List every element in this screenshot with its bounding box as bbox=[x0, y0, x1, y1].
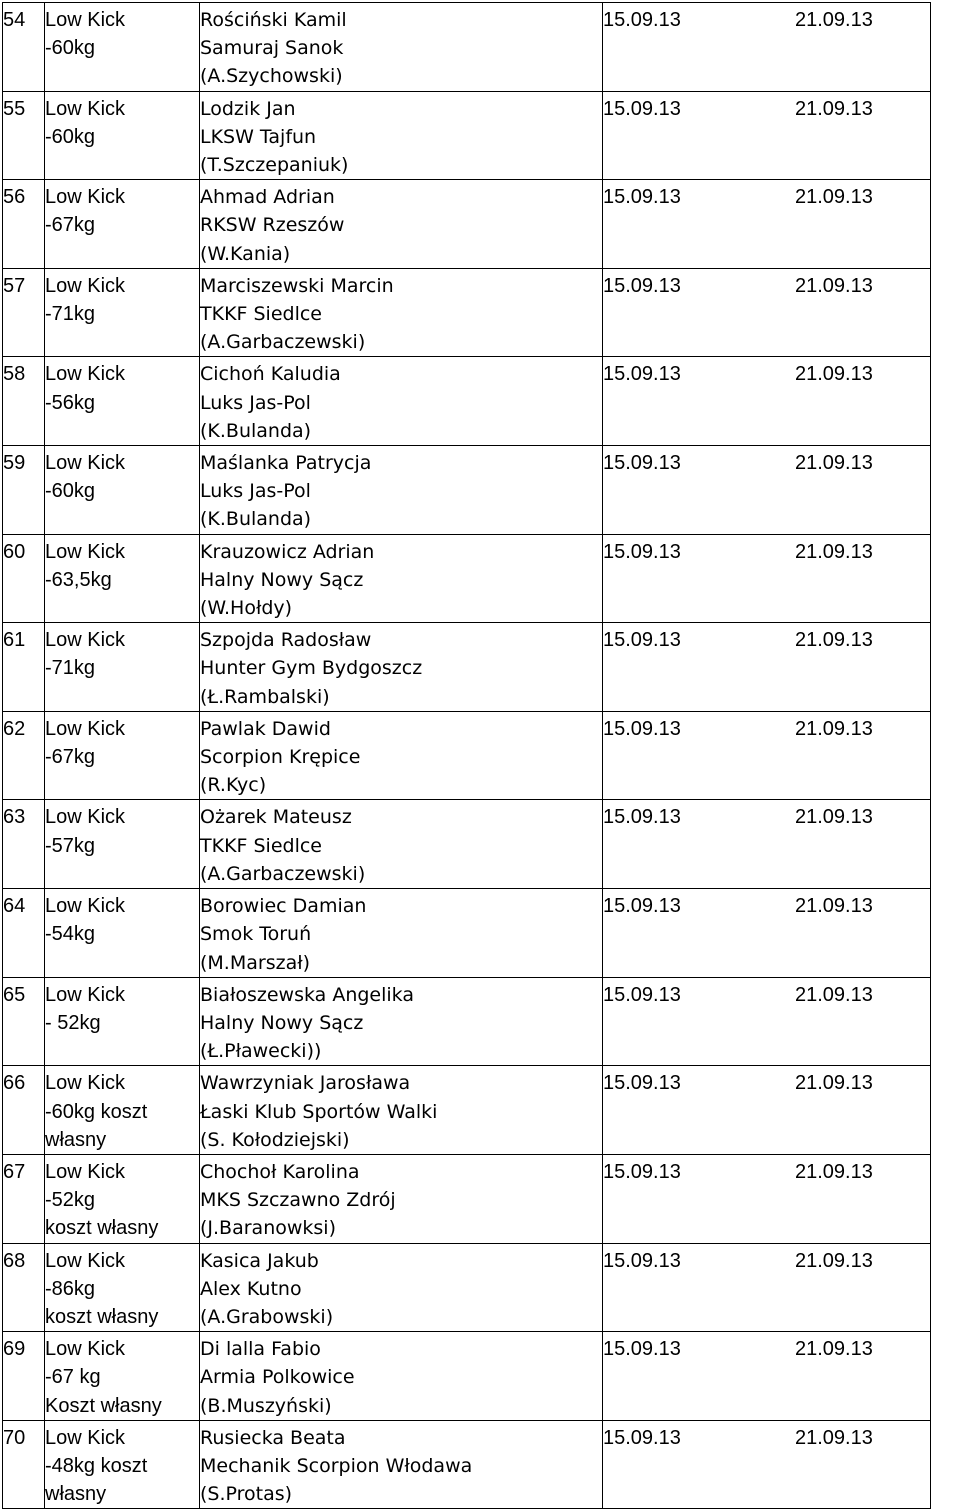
weight-category bbox=[45, 623, 200, 712]
category-line: -71kg bbox=[45, 657, 96, 680]
fighter-club: Smok Toruń bbox=[200, 923, 312, 946]
weight-category bbox=[45, 268, 200, 357]
weight-category bbox=[45, 1332, 200, 1421]
entry-number: 70 bbox=[3, 1420, 45, 1509]
fighter-name: Krauzowicz Adrian bbox=[200, 540, 375, 563]
category-line: Low Kick bbox=[45, 717, 126, 740]
table-row bbox=[3, 180, 931, 269]
entry-number: 64 bbox=[3, 889, 45, 978]
start-date: 15.09.13 bbox=[603, 1338, 681, 1361]
table-row bbox=[3, 977, 931, 1066]
end-date: 21.09.13 bbox=[795, 1160, 873, 1183]
weight-category bbox=[45, 91, 200, 180]
fighter-club: TKKF Siedlce bbox=[200, 303, 322, 326]
fighter-coach: (A.Garbaczewski) bbox=[200, 862, 366, 885]
fighter-name: Chochoł Karolina bbox=[200, 1160, 360, 1183]
category-line: własny bbox=[45, 1483, 107, 1506]
entry-number: 68 bbox=[3, 1243, 45, 1332]
fighter-info bbox=[200, 446, 603, 535]
dates-cell bbox=[603, 3, 931, 92]
fighter-club: Halny Nowy Sącz bbox=[200, 568, 364, 591]
fighter-club: Mechanik Scorpion Włodawa bbox=[200, 1454, 473, 1477]
entry-number: 59 bbox=[3, 446, 45, 535]
fighter-info bbox=[200, 268, 603, 357]
weight-category bbox=[45, 180, 200, 269]
end-date: 21.09.13 bbox=[795, 717, 873, 740]
table-row bbox=[3, 534, 931, 623]
fighter-club: Armia Polkowice bbox=[200, 1366, 355, 1389]
weight-category bbox=[45, 977, 200, 1066]
end-date: 21.09.13 bbox=[795, 1338, 873, 1361]
weight-category bbox=[45, 1243, 200, 1332]
dates-cell bbox=[603, 357, 931, 446]
category-line: - 52kg bbox=[45, 1011, 101, 1034]
end-date: 21.09.13 bbox=[795, 1072, 873, 1095]
weight-category bbox=[45, 446, 200, 535]
fighter-info bbox=[200, 1243, 603, 1332]
entry-number: 57 bbox=[3, 268, 45, 357]
end-date: 21.09.13 bbox=[795, 806, 873, 829]
category-line: -67kg bbox=[45, 214, 96, 237]
start-date: 15.09.13 bbox=[603, 363, 681, 386]
category-line: -86kg bbox=[45, 1277, 96, 1300]
fighter-info bbox=[200, 180, 603, 269]
fighter-club: Scorpion Krępice bbox=[200, 746, 361, 769]
entry-number: 54 bbox=[3, 3, 45, 92]
category-line: -60kg bbox=[45, 37, 96, 60]
start-date: 15.09.13 bbox=[603, 629, 681, 652]
dates-cell bbox=[603, 977, 931, 1066]
table-row bbox=[3, 1066, 931, 1155]
fighter-coach: (R.Kyc) bbox=[200, 774, 267, 797]
dates-cell bbox=[603, 1420, 931, 1509]
fighter-name: Białoszewska Angelika bbox=[200, 983, 414, 1006]
dates-cell bbox=[603, 889, 931, 978]
start-date: 15.09.13 bbox=[603, 97, 681, 120]
start-date: 15.09.13 bbox=[603, 1072, 681, 1095]
category-line: -54kg bbox=[45, 923, 96, 946]
fighter-coach: (B.Muszyński) bbox=[200, 1394, 332, 1417]
weight-category bbox=[45, 357, 200, 446]
category-line: Low Kick bbox=[45, 274, 126, 297]
dates-cell bbox=[603, 1243, 931, 1332]
start-date: 15.09.13 bbox=[603, 806, 681, 829]
fighter-club: TKKF Siedlce bbox=[200, 834, 322, 857]
category-line: Low Kick bbox=[45, 9, 126, 31]
entry-number: 67 bbox=[3, 1154, 45, 1243]
fighter-name: Marciszewski Marcin bbox=[200, 274, 394, 297]
category-line: -60kg koszt bbox=[45, 1100, 148, 1123]
category-line: Koszt własny bbox=[45, 1394, 162, 1417]
fighter-name: Borowiec Damian bbox=[200, 895, 367, 918]
fighter-info bbox=[200, 1066, 603, 1155]
fighter-club: Halny Nowy Sącz bbox=[200, 1011, 364, 1034]
start-date: 15.09.13 bbox=[603, 983, 681, 1006]
start-date: 15.09.13 bbox=[603, 1160, 681, 1183]
fighter-name: Cichoń Kaludia bbox=[200, 363, 341, 386]
dates-cell bbox=[603, 268, 931, 357]
fighter-club: Łaski Klub Sportów Walki bbox=[200, 1100, 438, 1123]
fighter-info bbox=[200, 1420, 603, 1509]
entry-number: 56 bbox=[3, 180, 45, 269]
table-row bbox=[3, 800, 931, 889]
fighter-club: Alex Kutno bbox=[200, 1277, 302, 1300]
fighter-club: MKS Szczawno Zdrój bbox=[200, 1189, 396, 1212]
fighter-info bbox=[200, 3, 603, 92]
dates-cell bbox=[603, 534, 931, 623]
fighter-coach: (W.Hołdy) bbox=[200, 597, 293, 620]
entry-number: 60 bbox=[3, 534, 45, 623]
category-line: -71kg bbox=[45, 303, 96, 326]
fighter-info bbox=[200, 889, 603, 978]
fighter-name: Kasica Jakub bbox=[200, 1249, 319, 1272]
category-line: Low Kick bbox=[45, 806, 126, 829]
entry-number: 61 bbox=[3, 623, 45, 712]
fighter-info bbox=[200, 534, 603, 623]
fighter-coach: (S.Protas) bbox=[200, 1483, 293, 1506]
category-line: -67 kg bbox=[45, 1366, 101, 1389]
dates-cell bbox=[603, 180, 931, 269]
fighter-name: Rościński Kamil bbox=[200, 9, 347, 31]
weight-category bbox=[45, 711, 200, 800]
category-line: Low Kick bbox=[45, 1160, 126, 1183]
dates-cell bbox=[603, 446, 931, 535]
category-line: -63,5kg bbox=[45, 568, 112, 591]
end-date: 21.09.13 bbox=[795, 1426, 873, 1449]
fighter-coach: (K.Bulanda) bbox=[200, 508, 312, 531]
category-line: Low Kick bbox=[45, 1426, 126, 1449]
fighter-name: Wawrzyniak Jarosława bbox=[200, 1072, 411, 1095]
end-date: 21.09.13 bbox=[795, 895, 873, 918]
dates-cell bbox=[603, 800, 931, 889]
end-date: 21.09.13 bbox=[795, 186, 873, 209]
weight-category bbox=[45, 889, 200, 978]
category-line: Low Kick bbox=[45, 186, 126, 209]
category-line: Low Kick bbox=[45, 1072, 126, 1095]
end-date: 21.09.13 bbox=[795, 1249, 873, 1272]
end-date: 21.09.13 bbox=[795, 9, 873, 31]
fighter-club: Luks Jas-Pol bbox=[200, 391, 311, 414]
dates-cell bbox=[603, 1154, 931, 1243]
fighter-name: Rusiecka Beata bbox=[200, 1426, 346, 1449]
category-line: Low Kick bbox=[45, 540, 126, 563]
category-line: Low Kick bbox=[45, 983, 126, 1006]
fighter-club: RKSW Rzeszów bbox=[200, 214, 345, 237]
entry-number: 69 bbox=[3, 1332, 45, 1421]
fighter-info bbox=[200, 1154, 603, 1243]
table-row bbox=[3, 623, 931, 712]
weight-category bbox=[45, 1154, 200, 1243]
entry-number: 55 bbox=[3, 91, 45, 180]
category-line: -60kg bbox=[45, 125, 96, 148]
fighter-coach: (J.Baranowksi) bbox=[200, 1217, 336, 1240]
dates-cell bbox=[603, 1332, 931, 1421]
dates-cell bbox=[603, 711, 931, 800]
category-line: -56kg bbox=[45, 391, 96, 414]
category-line: koszt własny bbox=[45, 1305, 159, 1328]
fighter-name: Ożarek Mateusz bbox=[200, 806, 352, 829]
category-line: -57kg bbox=[45, 834, 96, 857]
fighter-info bbox=[200, 91, 603, 180]
entry-number: 62 bbox=[3, 711, 45, 800]
roster-table bbox=[2, 2, 931, 1509]
end-date: 21.09.13 bbox=[795, 540, 873, 563]
end-date: 21.09.13 bbox=[795, 629, 873, 652]
table-row bbox=[3, 1332, 931, 1421]
end-date: 21.09.13 bbox=[795, 363, 873, 386]
fighter-club: Samuraj Sanok bbox=[200, 37, 344, 60]
category-line: Low Kick bbox=[45, 629, 126, 652]
entry-number: 63 bbox=[3, 800, 45, 889]
fighter-info bbox=[200, 800, 603, 889]
entry-number: 65 bbox=[3, 977, 45, 1066]
roster-body bbox=[3, 3, 931, 1509]
fighter-name: Ahmad Adrian bbox=[200, 186, 335, 209]
category-line: -60kg bbox=[45, 480, 96, 503]
start-date: 15.09.13 bbox=[603, 1426, 681, 1449]
start-date: 15.09.13 bbox=[603, 186, 681, 209]
start-date: 15.09.13 bbox=[603, 1249, 681, 1272]
fighter-coach: (K.Bulanda) bbox=[200, 419, 312, 442]
fighter-coach: (M.Marszał) bbox=[200, 951, 311, 974]
category-line: Low Kick bbox=[45, 452, 126, 475]
table-row bbox=[3, 889, 931, 978]
fighter-info bbox=[200, 357, 603, 446]
end-date: 21.09.13 bbox=[795, 97, 873, 120]
category-line: Low Kick bbox=[45, 363, 126, 386]
table-row bbox=[3, 1420, 931, 1509]
category-line: Low Kick bbox=[45, 1249, 126, 1272]
dates-cell bbox=[603, 91, 931, 180]
table-row bbox=[3, 268, 931, 357]
fighter-info bbox=[200, 1332, 603, 1421]
weight-category bbox=[45, 1066, 200, 1155]
table-row bbox=[3, 3, 931, 92]
table-row bbox=[3, 91, 931, 180]
fighter-name: Maślanka Patrycja bbox=[200, 452, 372, 475]
table-row bbox=[3, 357, 931, 446]
fighter-name: Pawlak Dawid bbox=[200, 717, 331, 740]
fighter-name: Lodzik Jan bbox=[200, 97, 296, 120]
fighter-name: Szpojda Radosław bbox=[200, 629, 372, 652]
category-line: -67kg bbox=[45, 746, 96, 769]
category-line: -48kg koszt bbox=[45, 1454, 148, 1477]
start-date: 15.09.13 bbox=[603, 274, 681, 297]
weight-category bbox=[45, 800, 200, 889]
start-date: 15.09.13 bbox=[603, 9, 681, 31]
category-line: Low Kick bbox=[45, 1338, 126, 1361]
end-date: 21.09.13 bbox=[795, 983, 873, 1006]
start-date: 15.09.13 bbox=[603, 540, 681, 563]
start-date: 15.09.13 bbox=[603, 452, 681, 475]
fighter-coach: (T.Szczepaniuk) bbox=[200, 154, 349, 177]
category-line: koszt własny bbox=[45, 1217, 159, 1240]
table-row bbox=[3, 711, 931, 800]
entry-number: 58 bbox=[3, 357, 45, 446]
fighter-coach: (Ł.Rambalski) bbox=[200, 685, 330, 708]
fighter-coach: (S. Kołodziejski) bbox=[200, 1128, 350, 1151]
end-date: 21.09.13 bbox=[795, 452, 873, 475]
dates-cell bbox=[603, 1066, 931, 1155]
category-line: Low Kick bbox=[45, 97, 126, 120]
start-date: 15.09.13 bbox=[603, 895, 681, 918]
fighter-info bbox=[200, 623, 603, 712]
weight-category bbox=[45, 1420, 200, 1509]
entry-number: 66 bbox=[3, 1066, 45, 1155]
fighter-coach: (W.Kania) bbox=[200, 242, 291, 265]
fighter-coach: (A.Garbaczewski) bbox=[200, 331, 366, 354]
weight-category bbox=[45, 3, 200, 92]
fighter-club: Luks Jas-Pol bbox=[200, 480, 311, 503]
fighter-name: Di lalla Fabio bbox=[200, 1338, 321, 1361]
fighter-coach: (Ł.Pławecki)) bbox=[200, 1040, 322, 1063]
end-date: 21.09.13 bbox=[795, 274, 873, 297]
table-row bbox=[3, 1154, 931, 1243]
category-line: -52kg bbox=[45, 1189, 96, 1212]
fighter-club: LKSW Tajfun bbox=[200, 125, 317, 148]
fighter-coach: (A.Szychowski) bbox=[200, 65, 343, 88]
table-row bbox=[3, 446, 931, 535]
fighter-club: Hunter Gym Bydgoszcz bbox=[200, 657, 423, 680]
fighter-coach: (A.Grabowski) bbox=[200, 1305, 334, 1328]
weight-category bbox=[45, 534, 200, 623]
category-line: Low Kick bbox=[45, 895, 126, 918]
table-row bbox=[3, 1243, 931, 1332]
fighter-info bbox=[200, 711, 603, 800]
start-date: 15.09.13 bbox=[603, 717, 681, 740]
dates-cell bbox=[603, 623, 931, 712]
fighter-info bbox=[200, 977, 603, 1066]
category-line: własny bbox=[45, 1128, 107, 1151]
